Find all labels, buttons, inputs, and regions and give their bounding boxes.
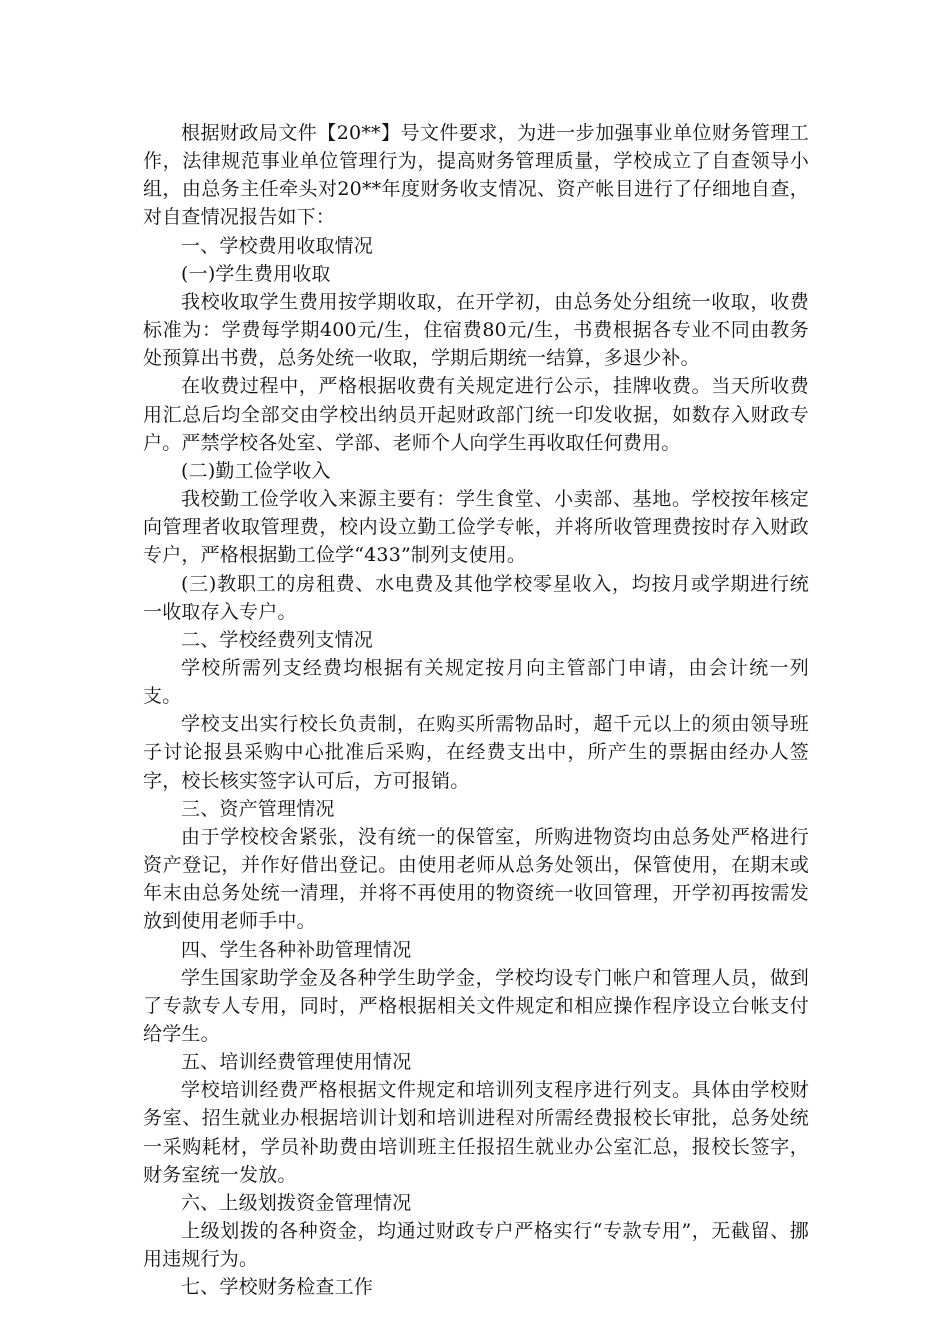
section-heading-training: 五、培训经费管理使用情况 [181,1051,412,1074]
paragraph-subsidies: 学生国家助学金及各种学生助学金，学校均设专门帐户和管理人员，做到了专款专人专用，同时，严格根据相关文件规定和相应操作程序设立台帐支付给学生。 [143,966,809,1045]
paragraph-allocated-funds: 上级划拨的各种资金，均通过财政专户严格实行“专款专用”，无截留、挪用违规行为。 [143,1220,809,1271]
paragraph-staff-income: (三)教职工的房租费、水电费及其他学校零星收入，均按月或学期进行统一收取存入专户。 [143,572,809,623]
subsection-heading-student-fees: (一)学生费用收取 [181,262,331,285]
section-heading-finance-inspection: 七、学校财务检查工作 [181,1276,374,1299]
section-heading-fee-collection: 一、学校费用收取情况 [181,234,374,257]
paragraph-principal-responsibility: 学校支出实行校长负责制，在购买所需物品时，超千元以上的须由领导班子讨论报县采购中心批准后采购，在经费支出中，所产生的票据由经办人签字，校长核实签字认可后，方可报销。 [143,713,809,792]
paragraph-student-fees: 我校收取学生费用按学期收取，在开学初，由总务处分组统一收取，收费标准为：学费每学期400元/生，住宿费80元/生，书费根据各专业不同由教务处预算出书费，总务处统一收取，学期后期统一结算，多退少补。 [143,290,809,370]
document-body [143,119,809,1302]
paragraph-assets: 由于学校校舍紧张，没有统一的保管室，所购进物资均由总务处严格进行资产登记，并作好借出登记。由使用老师从总务处领出，保管使用，在期末或年末由总务处统一清理，并将不再使用的物资统一收回管理，开学初再按需发放到使用老师手中。 [143,825,809,933]
subsection-heading-work-study: (二)勤工俭学收入 [181,459,331,482]
intro-paragraph: 根据财政局文件【20**】号文件要求，为进一步加强事业单位财务管理工作，法律规范事业单位管理行为，提高财务管理质量，学校成立了自查领导小组，由总务主任牵头对20**年度财务收支情况、资产帐目进行了仔细地自查，对自查情况报告如下： [143,122,809,229]
paragraph-training: 学校培训经费严格根据文件规定和培训列支程序进行列支。具体由学校财务室、招生就业办根据培训计划和培训进程对所需经费报校长审批，总务处统一采购耗材，学员补助费由培训班主任报招生就业办公室汇总，报校长签字，财务室统一发放。 [143,1079,809,1186]
paragraph-work-study: 我校勤工俭学收入来源主要有：学生食堂、小卖部、基地。学校按年核定向管理者收取管理费，校内设立勤工俭学专帐，并将所收管理费按时存入财政专户，严格根据勤工俭学“433”制列支使用。 [143,488,809,567]
section-heading-assets: 三、资产管理情况 [181,797,335,820]
section-heading-subsidies: 四、学生各种补助管理情况 [181,938,412,961]
paragraph-fee-process: 在收费过程中，严格根据收费有关规定进行公示，挂牌收费。当天所收费用汇总后均全部交由学校出纳员开起财政部门统一印发收据，如数存入财政专户。严禁学校各处室、学部、老师个人向学生再收取任何费用。 [143,375,809,454]
paragraph-expenditure-application: 学校所需列支经费均根据有关规定按月向主管部门申请，由会计统一列支。 [143,656,809,708]
section-heading-expenditure: 二、学校经费列支情况 [181,628,374,651]
section-heading-allocated-funds: 六、上级划拨资金管理情况 [181,1191,412,1214]
